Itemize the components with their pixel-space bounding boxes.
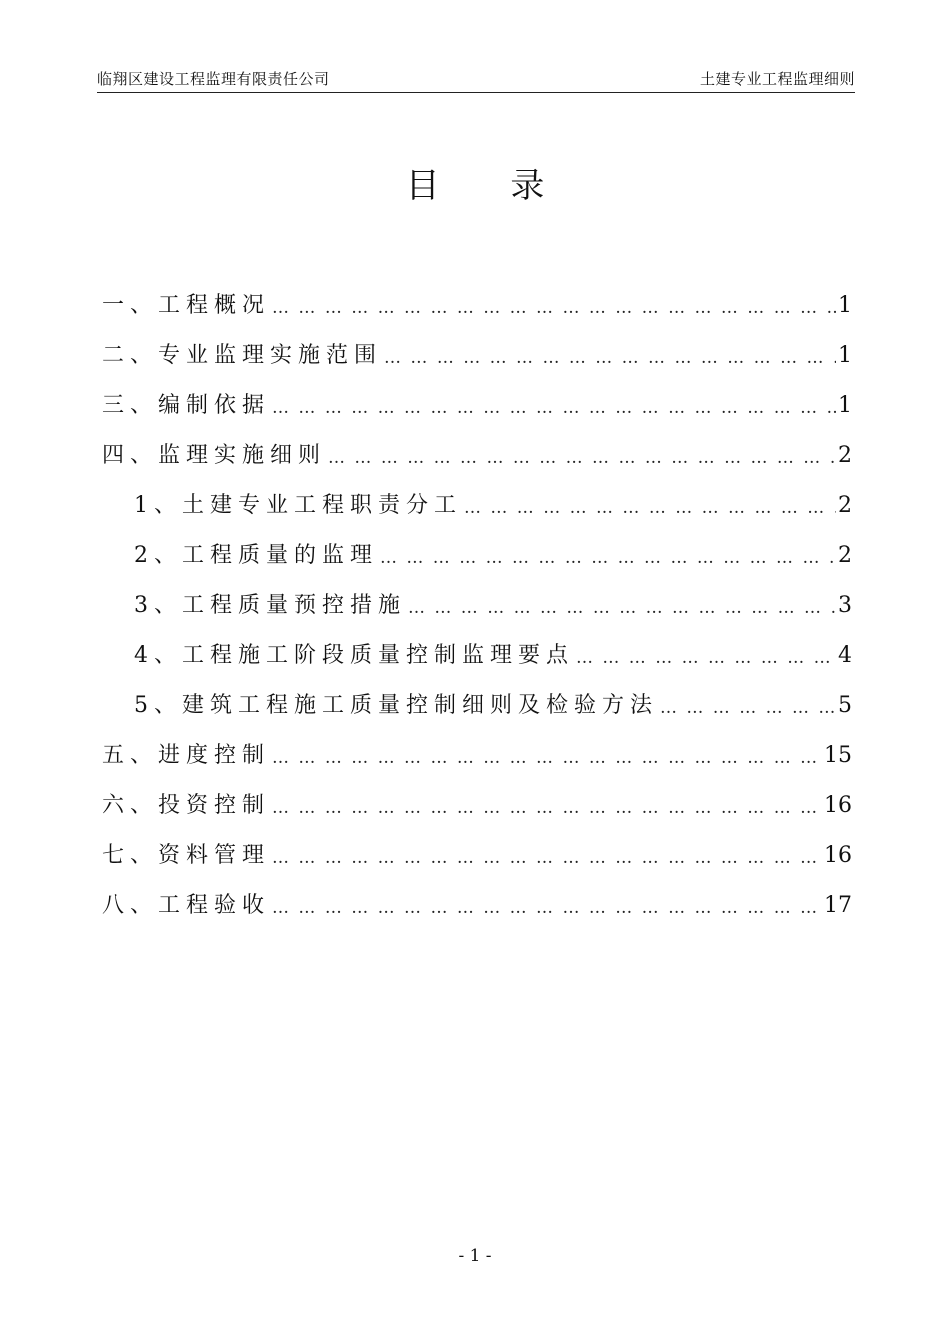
- toc-entry-page: 3: [838, 593, 852, 618]
- toc-entry[interactable]: [102, 876, 852, 926]
- toc-entry-label: 三、编制依据: [102, 393, 271, 418]
- toc-entry-page: 2: [838, 543, 852, 568]
- toc-entry-label: 2、工程质量的监理: [134, 543, 378, 568]
- toc-entry[interactable]: [102, 476, 852, 526]
- toc-leader-dots: [272, 390, 836, 426]
- toc-entry[interactable]: [102, 576, 852, 626]
- toc-entry[interactable]: [102, 326, 852, 376]
- toc-leader-dots: [384, 340, 836, 376]
- toc-entry[interactable]: [102, 426, 852, 476]
- page-header: [97, 68, 855, 93]
- toc-entry-page: 1: [838, 293, 852, 318]
- toc-entry-page: 2: [838, 443, 852, 468]
- header-company: 临翔区建设工程监理有限责任公司: [97, 70, 330, 88]
- toc-leader-dots: [272, 790, 822, 826]
- toc-entry[interactable]: [102, 676, 852, 726]
- toc-entry-label: 八、工程验收: [102, 893, 271, 918]
- toc-entry[interactable]: [102, 526, 852, 576]
- toc-leader-dots: [272, 890, 822, 926]
- toc-entry[interactable]: [102, 826, 852, 876]
- toc-leader-dots: [576, 640, 836, 676]
- toc-entry[interactable]: [102, 776, 852, 826]
- toc-leader-dots: [408, 590, 836, 626]
- toc-entry[interactable]: [102, 376, 852, 426]
- toc-entry-page: 16: [824, 793, 852, 818]
- page-number: - 1 -: [458, 1246, 492, 1266]
- toc-entry[interactable]: [102, 726, 852, 776]
- toc-entry-label: 二、专业监理实施范围: [102, 343, 383, 368]
- toc-entry-label: 5、建筑工程施工质量控制细则及检验方法: [134, 693, 658, 718]
- toc-entry-page: 15: [824, 743, 852, 768]
- toc-leader-dots: [464, 490, 836, 526]
- toc-entry-page: 1: [838, 343, 852, 368]
- toc-entry-page: 17: [824, 893, 852, 918]
- toc-entry-page: 2: [838, 493, 852, 518]
- toc-leader-dots: [272, 840, 822, 876]
- toc-entry-label: 4、工程施工阶段质量控制监理要点: [134, 643, 574, 668]
- toc-leader-dots: [328, 440, 836, 476]
- toc-entry-label: 3、工程质量预控措施: [134, 593, 406, 618]
- toc-entry-page: 4: [838, 643, 852, 668]
- toc-entry-label: 四、监理实施细则: [102, 443, 327, 468]
- toc-entry[interactable]: [102, 276, 852, 326]
- header-document-title: 土建专业工程监理细则: [699, 70, 855, 88]
- toc-leader-dots: [660, 690, 836, 726]
- toc-entry-label: 1、土建专业工程职责分工: [134, 493, 462, 518]
- toc-entry-page: 16: [824, 843, 852, 868]
- toc-entry[interactable]: [102, 626, 852, 676]
- toc-entry-label: 六、投资控制: [102, 793, 271, 818]
- toc-entry-page: 5: [838, 693, 852, 718]
- toc-entry-label: 一、工程概况: [102, 293, 271, 318]
- toc-leader-dots: [272, 290, 836, 326]
- toc-leader-dots: [272, 740, 822, 776]
- toc-entry-label: 五、进度控制: [102, 743, 271, 768]
- table-of-contents: [102, 276, 852, 926]
- toc-entry-page: 1: [838, 393, 852, 418]
- toc-title: 目 录: [405, 166, 575, 206]
- toc-leader-dots: [380, 540, 836, 576]
- toc-entry-label: 七、资料管理: [102, 843, 271, 868]
